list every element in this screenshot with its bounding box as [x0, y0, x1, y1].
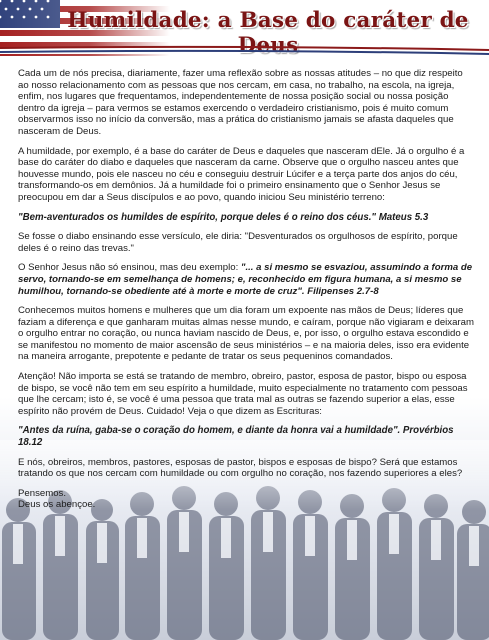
- scripture-quote: "... a si mesmo se esvaziou, assumindo a forma de servo, tornando-se em semelhança de homens; e, reconhecido em figura humana, a si mesmo se humilhou, tornando-se obediente até à morte e morte de cruz". Filipenses 2.7-8: [18, 262, 473, 297]
- scripture-quote: "Antes da ruína, gaba-se o coração do homem, e diante da honra vai a humildade". Provérbios 18.12: [18, 425, 454, 449]
- header-banner: [0, 0, 489, 56]
- scripture-quote: "Bem-aventurados os humildes de espírito, porque deles é o reino dos céus." Mateus 5.3: [18, 211, 429, 223]
- paragraph: Conhecemos muitos homens e mulheres que um dia foram um expoente nas mãos de Deus; líderes que faziam a diferença e que ganharam muitas almas nesse mundo, e caíram, porque não vigiaram e deixaram o orgulho entrar no coração, ou nunca haviam nascido de Deus, e, por isso, o orgulho estava escondido e se manifestou no momento de maior ascensão de seus ministérios – e na maioria deles, isso era evidente na maneira arrogante, prepotente e pedante de tratar os seus pequeninos comandados.: [18, 305, 474, 363]
- closing-line: Deus os abençoe.: [18, 499, 96, 511]
- page-title: Humildade: a Base do caráter de Deus: [67, 8, 469, 56]
- header-divider: [0, 44, 489, 56]
- paragraph: Cada um de nós precisa, diariamente, fazer uma reflexão sobre as nossas atitudes – no que diz respeito ao nosso relacionamento com as pessoas que nos cercam, em casa, no trabalho, na escola, na igreja, enfim, nos lugares que frequentamos, independentemente de nossa posição social ou nossa posição dentro da igreja – para vermos se estamos exercendo o verdadeiro cristianismo, pois é muito comum observarmos isso no início da conversão, mas a prática do cristianismo jamais se afasta daqueles que nasceram de Deus.: [18, 68, 463, 137]
- paragraph-lead: O Senhor Jesus não só ensinou, mas deu exemplo:: [18, 262, 241, 274]
- paragraph: E nós, obreiros, membros, pastores, esposas de pastor, bispos e esposas de bispo? Será que estamos tratando os que nos cercam com humildade ou com orgulho no coração, nos fazendo superiores a eles?: [18, 456, 463, 480]
- paragraph: A humildade, por exemplo, é a base do caráter de Deus e daqueles que nasceram dEle. Já o orgulho é a base do caráter do diabo e daqueles que nasceram da carne. Observe que o orgulho nasceu antes que houvesse mundo, pois ele nasceu no céu e conseguiu destruir Lúcifer e a terça parte dos anjos do céu, transformando-os em demônios. Já a humildade foi o primeiro ensinamento que o Senhor Jesus se preocupou em dar a Seus discípulos e ao povo, quando iniciou Seu ministério terreno:: [18, 145, 465, 203]
- closing-line: Pensemos.: [18, 487, 66, 499]
- paragraph: Atenção! Não importa se está se tratando de membro, obreiro, pastor, esposa de pastor, bispo ou esposa de bispo, se você não tem em seu espírito a humildade, muito especialmente no tratamento com pessoas que lhe cercam; isto é, se você é uma pessoa que trata mal as outras se fazendo superior a elas, esse espírito não provém de Deus. Cuidado! Veja o que dizem as Escrituras:: [18, 371, 468, 417]
- closing: [18, 488, 476, 511]
- article-body: [18, 68, 476, 511]
- paragraph: Se fosse o diabo ensinando esse versículo, ele diria: "Desventurados os orgulhosos de espírito, porque deles é o reino das trevas.": [18, 231, 458, 254]
- paragraph: [18, 262, 476, 297]
